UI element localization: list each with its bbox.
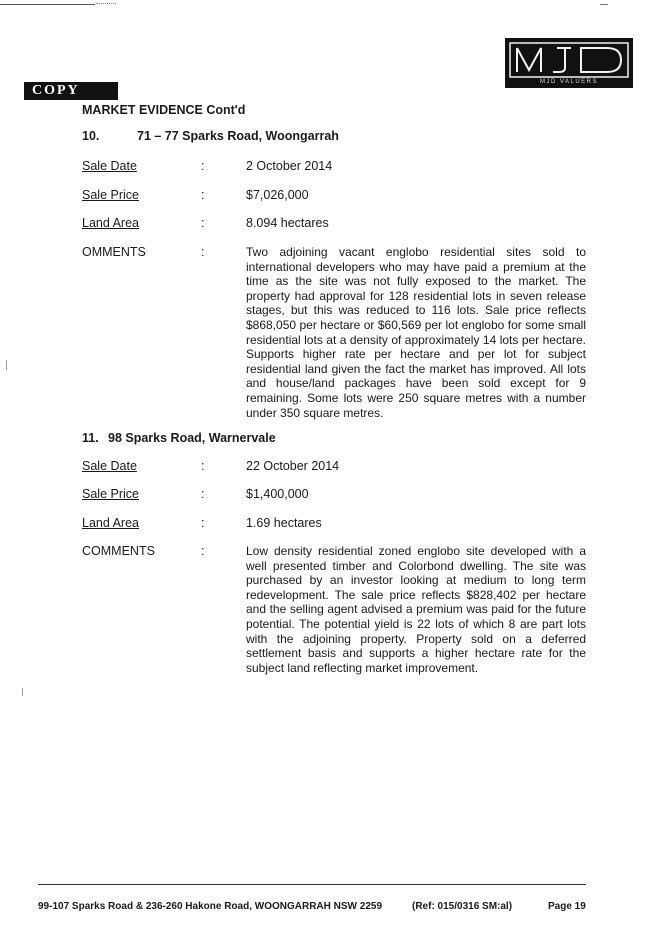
field-colon: : (201, 544, 205, 558)
top-scan-mark (600, 4, 608, 5)
footer-reference: (Ref: 015/0316 SM:al) (412, 901, 513, 912)
field-colon: : (201, 188, 205, 202)
comments-label: COMMENTS (82, 544, 155, 558)
property-number: 11. (82, 431, 99, 445)
page-number: Page 19 (548, 901, 586, 912)
scan-margin-mark (22, 688, 23, 696)
logo-mark-icon (507, 40, 631, 80)
sale-price-value: $7,026,000 (246, 188, 309, 202)
property-title: 71 – 77 Sparks Road, Woongarrah (137, 129, 339, 143)
logo-subtitle: MJD VALUERS (539, 79, 599, 85)
sale-date-label: Sale Date (82, 159, 137, 173)
land-area-value: 1.69 hectares (246, 516, 322, 530)
top-scan-rule (0, 4, 95, 5)
sale-date-label: Sale Date (82, 459, 137, 473)
property-title: 98 Sparks Road, Warnervale (108, 431, 276, 445)
comments-text: Low density residential zoned englobo site developed with a well presented timber and Colorbond dwelling. The site was purchased by an investor looking at medium to long term redevelopment. The sale price reflects $828,402 per hectare and the selling agent advised a premium was paid for the future potential. The potential yield is 22 lots of which 8 are part lots with the adjoining property. Property sold on a deferred settlement basis and supports a higher hectare rate for the subject land reflecting market improvement. (246, 544, 586, 675)
field-colon: : (201, 159, 205, 173)
field-colon: : (201, 459, 205, 473)
sale-price-label: Sale Price (82, 487, 139, 501)
company-logo (505, 38, 633, 88)
field-colon: : (201, 216, 205, 230)
field-colon: : (201, 516, 205, 530)
scan-margin-mark (6, 360, 7, 370)
comments-label: OMMENTS (82, 245, 146, 259)
top-scan-dots (96, 3, 116, 4)
sale-date-value: 2 October 2014 (246, 159, 333, 173)
property-number: 10. (82, 129, 100, 143)
field-colon: : (201, 487, 205, 501)
footer-rule (38, 884, 586, 885)
land-area-label: Land Area (82, 516, 139, 530)
logo-text: MJD (511, 73, 518, 77)
footer-address: 99-107 Sparks Road & 236-260 Hakone Road, WOONGARRAH NSW 2259 (38, 901, 382, 912)
property-heading (82, 129, 339, 143)
land-area-value: 8.094 hectares (246, 216, 329, 230)
field-colon: : (201, 245, 205, 259)
section-heading: MARKET EVIDENCE Cont'd (82, 103, 246, 117)
sale-price-value: $1,400,000 (246, 487, 309, 501)
comments-text: Two adjoining vacant englobo residential sites sold to international developers who may have paid a premium at the time as the site was not fully exposed to the market. The property had approval for 128 residential lots in seven release stages, but this was reduced to 116 lots. Sale price reflects $868,050 per hectare or $60,569 per lot englobo for some small residential lots at a density of approximately 14 lots per hectare. Supports higher rate per hectare and per lot for subject residential land given the fact the market has improved. All lots and house/land packages have been sold except for 9 remaining. Some lots were 250 square metres with a number under 350 square metres. (246, 245, 586, 420)
sale-price-label: Sale Price (82, 188, 139, 202)
land-area-label: Land Area (82, 216, 139, 230)
sale-date-value: 22 October 2014 (246, 459, 340, 473)
copy-stamp: COPY (24, 82, 118, 100)
property-heading (82, 431, 276, 445)
